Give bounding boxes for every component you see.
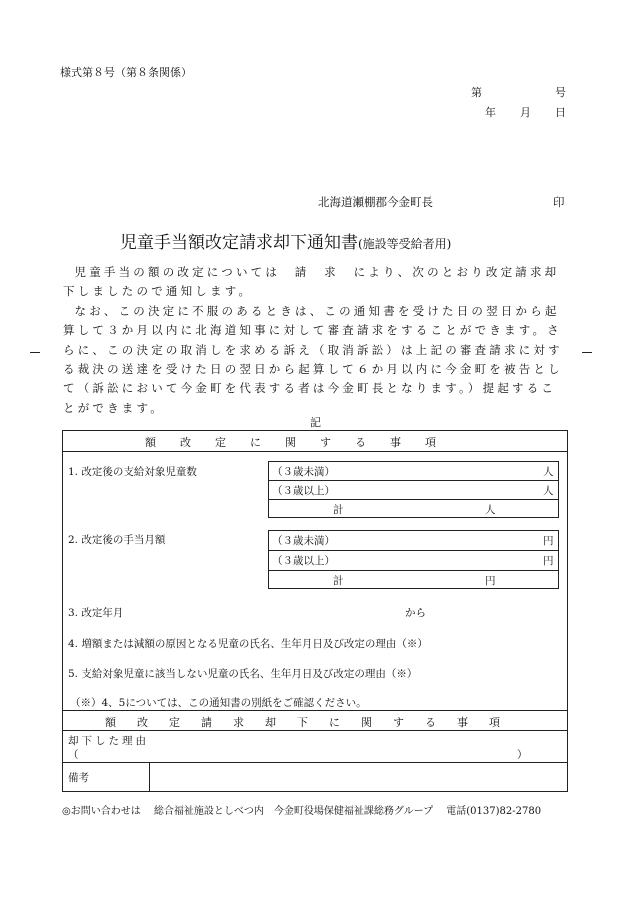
item1-row2-unit: 人 [543,485,554,497]
form-number: 様式第８号（第８条関係） [60,66,192,79]
item2-row1-label: （３歳未満） [272,535,335,547]
item3-label: 3. 改定年月 [68,607,124,619]
title-main: 児童手当額改定請求却下通知書 [120,233,358,253]
item1-row2-label: （３歳以上） [272,485,335,497]
document-title [120,228,451,253]
body-text [63,263,563,418]
reason-label: 却下した理由 [68,735,149,747]
item2-total-label: 計 [333,575,344,587]
fold-mark-right [582,352,592,353]
paragraph-1: 児童手当の額の改定については 請 求 により、次のとおり改定請求却下しましたので通知します。 [63,265,560,299]
note: （※）4、5については、この通知書の別紙をご確認ください。 [70,697,367,709]
item1-total-unit: 人 [485,504,496,516]
remarks-label: 備考 [68,772,89,784]
date-month: 月 [520,106,531,119]
item2-label: 2. 改定後の手当月額 [68,534,166,546]
item1-label: 1. 改定後の支給対象児童数 [68,466,197,478]
issuer: 北海道瀬棚郡今金町長 [318,195,433,209]
item1-row1-unit: 人 [543,466,554,478]
item1-total-label: 計 [333,504,344,516]
paragraph-2: なお、この決定に不服のあるときは、この通知書を受けた日の翌日から起算して３か月以内に北海道知事に対して審査請求をすることができます。さらに、この決定の取消しを求める訴え（取消訴訟）は上記の審査請求に対する裁決の送達を受けた日の翌日から起算して６か月以内に今金町を被告として（訴訟において今金町を代表する者は今金町長となります。）提起することができます。 [63,303,563,415]
item1-row1-label: （３歳未満） [272,466,335,478]
item3-from: から [405,607,426,619]
item4-label: 4. 増額または減額の原因となる児童の氏名、生年月日及び改定の理由（※） [68,638,428,650]
paren-close: ） [517,749,528,761]
section1-header: 額改定に関する事項 [145,436,460,449]
ki-mark: 記 [310,416,321,429]
number-suffix: 号 [555,86,566,99]
item2-row1-unit: 円 [543,535,554,547]
section2-header: 額改定請求却下に関する事項 [105,716,521,729]
item2-row2-label: （３歳以上） [272,555,335,567]
fold-mark-left [30,352,40,353]
date-year: 年 [485,106,496,119]
contact-info: ◎お問い合わせは 総合福祉施設としべつ内 今金町役場保健福祉課総務グループ 電話(0137)82-2780 [62,806,542,817]
item2-total-unit: 円 [485,575,496,587]
date-day: 日 [555,106,566,119]
title-sub: (施設等受給者用) [358,237,452,251]
seal-mark: 印 [553,195,565,209]
item2-row2-unit: 円 [543,555,554,567]
number-prefix: 第 [471,86,482,99]
item5-label: 5. 支給対象児童に該当しない児童の氏名、生年月日及び改定の理由（※） [68,668,418,680]
paren-open: （ [68,749,79,761]
